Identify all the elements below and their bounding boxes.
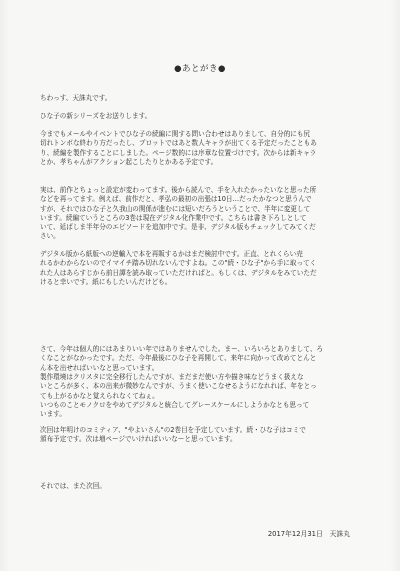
- greeting-line: ちわっす、天誅丸です。: [40, 94, 112, 102]
- paragraph-digital: [40, 250, 372, 287]
- text-line: さて、今年は個人的にはあまりいい年ではありませんでした。まー、いろいろとありまして、ろ: [40, 345, 324, 353]
- text-line: 次回は年明けのコミティア、"やよいさん"の2巻目を予定しています。続・ひな子はコミで: [40, 426, 306, 434]
- closing-text: [40, 482, 372, 491]
- text-line: 製作環境はクリスタに完全移行したんですが、まだまだ使い方や描き味などうまく扱えな: [40, 373, 304, 381]
- intro-text: [40, 112, 372, 121]
- text-line: 今までもメールやイベントでひな子の続編に関する問い合わせはありまして、自分的にも尻: [40, 130, 311, 138]
- text-line: れた人はあらすじから前日譚を読み取っていただければと。もしくは、デジタルをみていただ: [40, 268, 317, 277]
- text-line: くなことがなかったです。ただ、今年最後にひな子を再開して、来年に向かって改めてとんと: [40, 354, 317, 363]
- paragraph-next: [40, 426, 372, 445]
- text-line: デジタル版から紙版への逆輸入で本を再販するかはまだ検討中です。正直、とれくらい売: [40, 250, 303, 258]
- text-line: すが、それではひな子と久我山の関係が進むには短いだろうということで、半年に変更して: [40, 204, 311, 213]
- text-line: いところが多く、本の出来が微妙なんですが、うまく使いこなせるようになれれば、年をとっ: [40, 382, 317, 391]
- text-line: います。: [40, 410, 66, 419]
- text-line: いつものことモノクロをやめてデジタルと統合してグレースケールにしようかなとも思って: [40, 400, 310, 409]
- paragraph-environment: [40, 373, 372, 419]
- paragraph-sequel: [40, 130, 372, 167]
- intro-line: ひな子の新シリーズをお送りします。: [40, 112, 152, 120]
- afterword-title: ●あとがき●: [174, 64, 226, 74]
- text-line: ん本を出せればいいなと思っています。: [40, 363, 159, 372]
- text-line: 実は、前作とちょっと設定が変わってます。後から読んで、手を入れたかったいなと思った所: [40, 186, 317, 194]
- paragraph-settings: [40, 186, 372, 242]
- text-line: とか、孝ちゃんがアクション起こしたりとかある予定です。: [40, 157, 218, 166]
- text-line: り、続編を製作することにしました。ページ数的には序章な位置づけです。次からは新キャラ: [40, 148, 317, 157]
- closing-line: それでは、また次回。: [40, 482, 106, 490]
- text-line: さい。: [40, 232, 60, 241]
- text-line: います。続編ていうところの3巻は現在デジタル化作業中です。こちらは書き下ろしとして: [40, 213, 307, 222]
- text-line: などを再ってます。例えば、前作だと、孝弘の最初の出張は10日…だったかなつと思うんで: [40, 195, 312, 204]
- text-line: ても上がるかなと覚えられなくてねぇ。: [40, 391, 159, 400]
- text-line: いて、延ばしま半年分のエピソードを追加中です。是非、デジタル版もチェックしてみてくだ: [40, 223, 316, 232]
- paragraph-year: [40, 345, 372, 373]
- text-line: けると幸いです。紙にもしたいんだけども。: [40, 277, 172, 286]
- text-line: 切れトンボな終わり方だったし、プロットではあと数人キャラが出てくる予定だったこともあ: [40, 139, 317, 148]
- greeting-text: [40, 94, 372, 103]
- text-line: れるかわからないのでイマイチ踏み切れないんですよね。この"続・ひな子"から手に取ってく: [40, 259, 317, 268]
- signature-date: 2017年12月31日 天誅丸: [267, 530, 350, 538]
- text-line: 頒布予定です。次は増ページでいければいいなーと思っています。: [40, 435, 237, 444]
